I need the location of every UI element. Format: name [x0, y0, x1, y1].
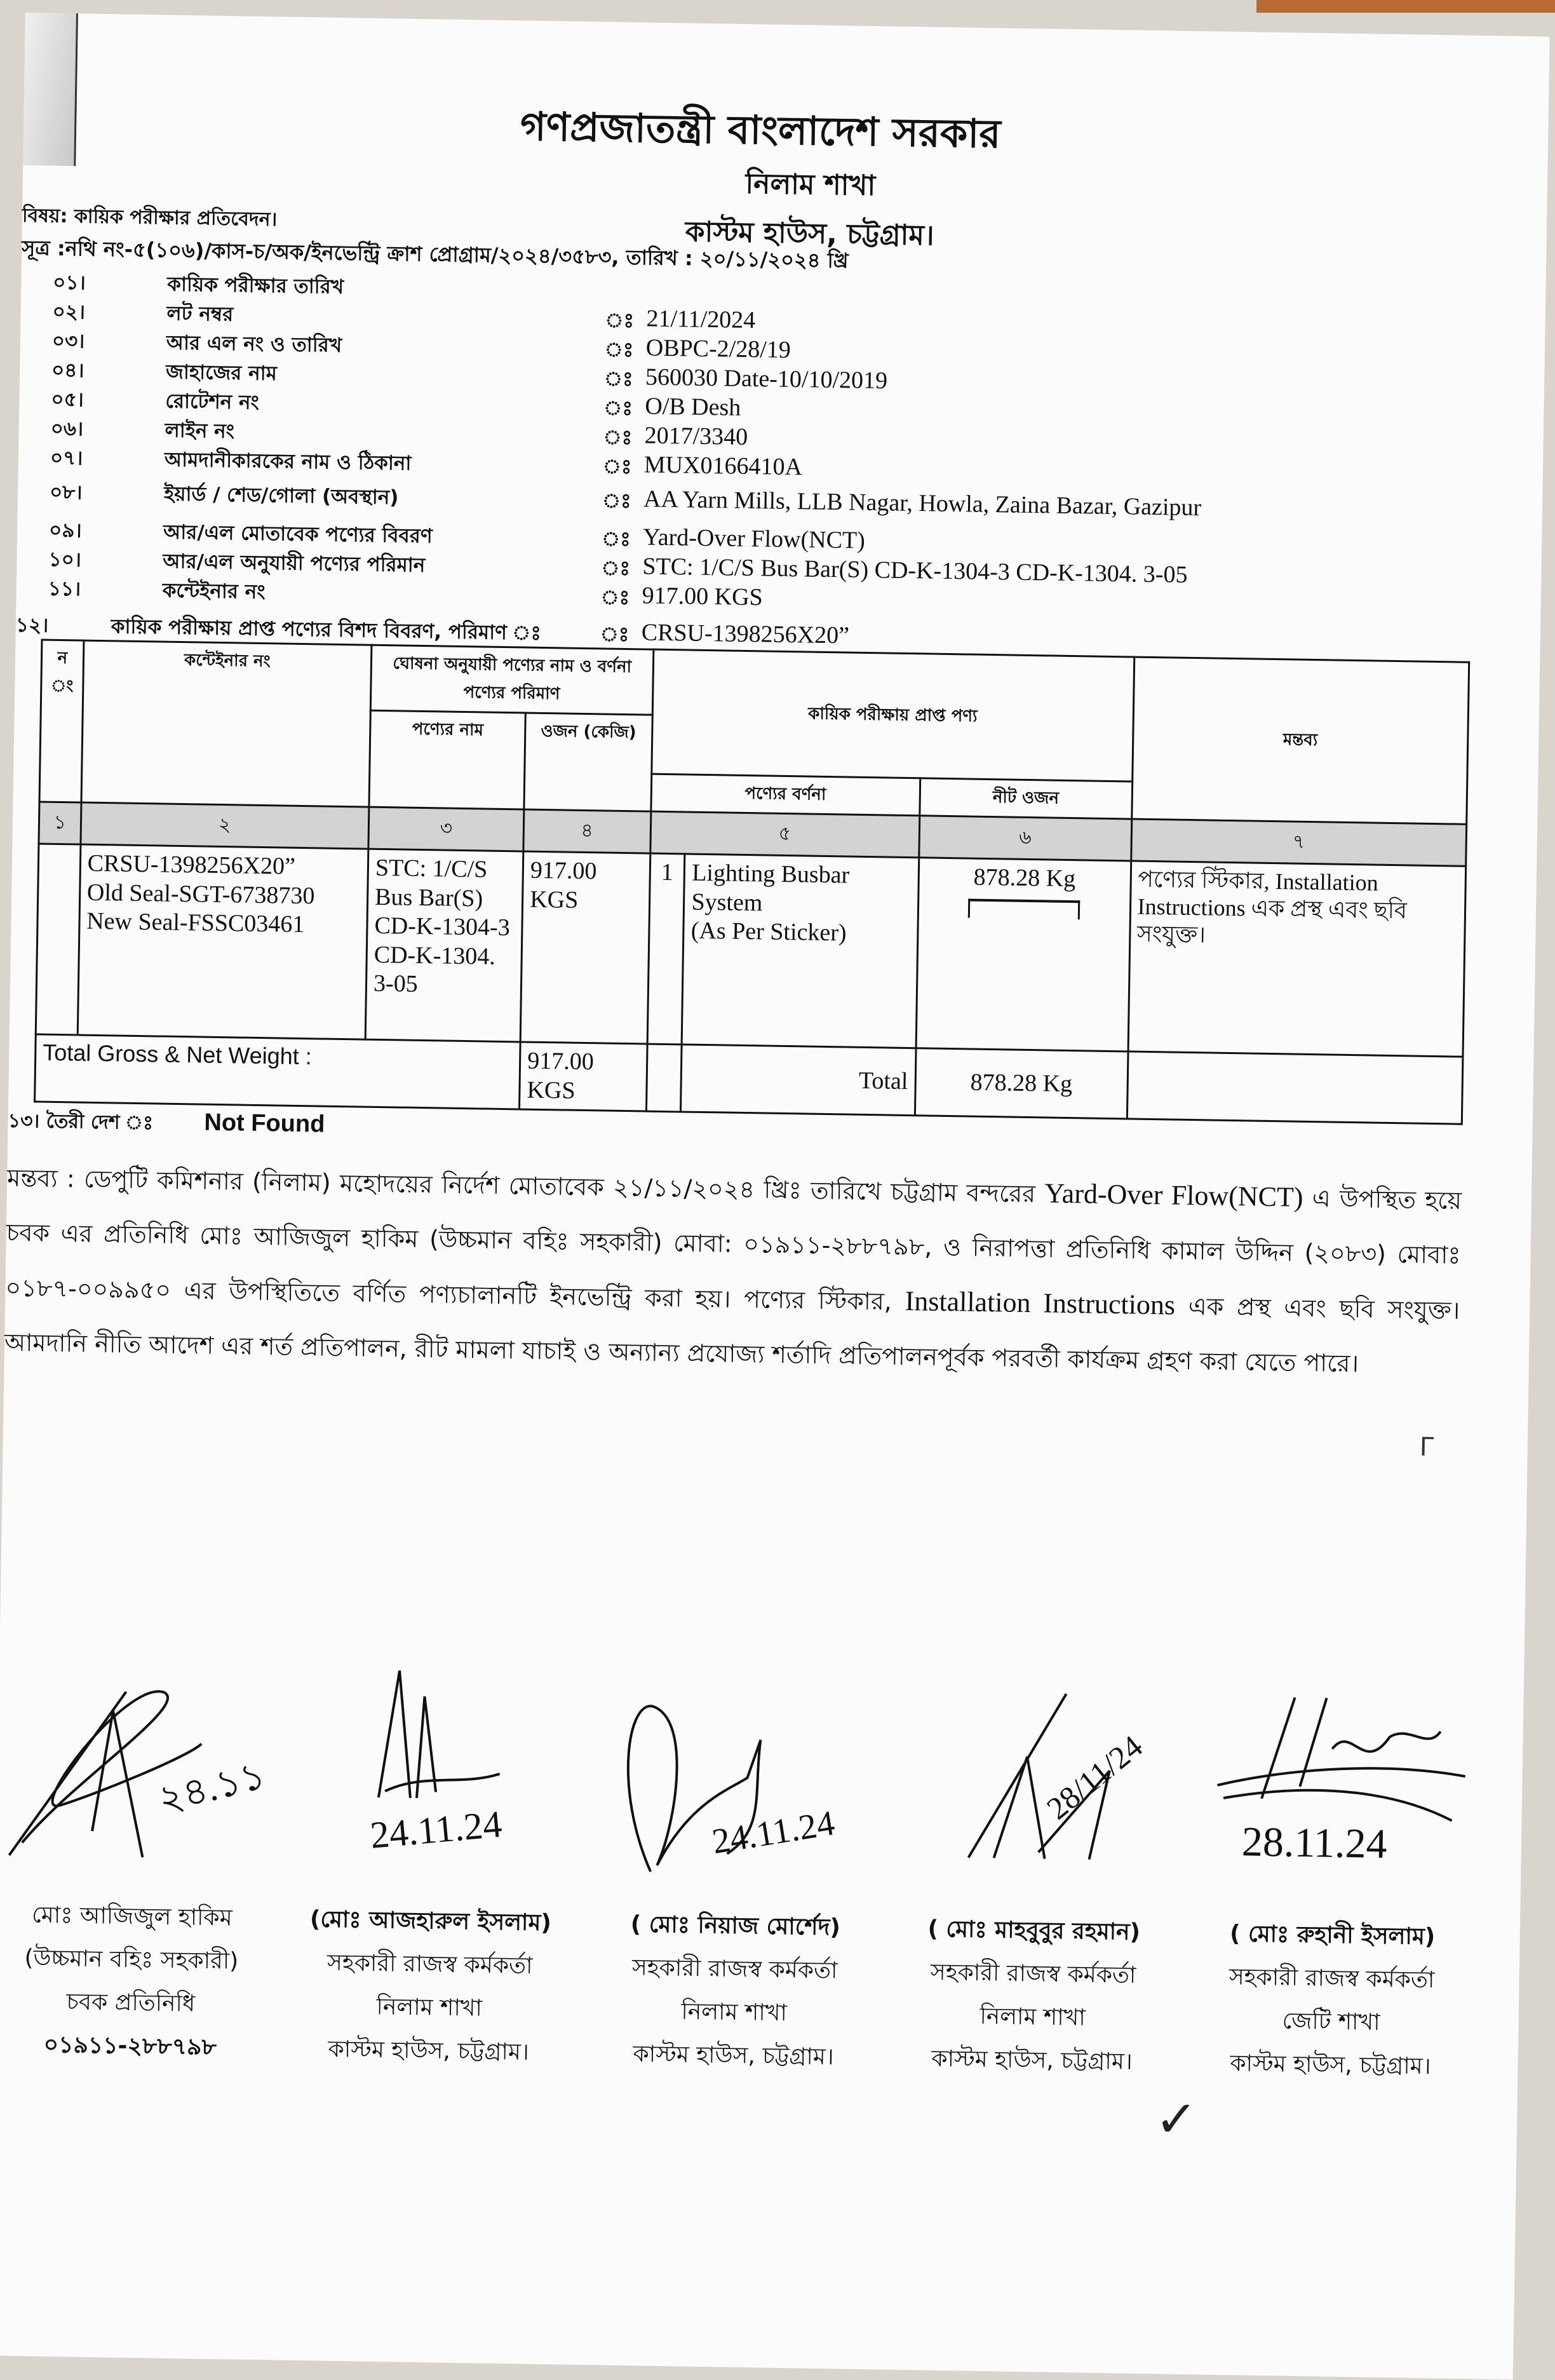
header-weight: ওজন (কেজি) [524, 713, 652, 811]
signatory-block [1194, 1912, 1469, 2089]
container-number: CRSU-1398256X20” [87, 849, 296, 880]
handwritten-bracket-mark [968, 898, 1080, 919]
field-number: ০৫। [51, 388, 84, 412]
total-remarks-empty [1127, 1051, 1463, 1124]
office-title: কাস্টম হাউস, চট্টগ্রাম। [685, 215, 934, 252]
column-number: ৩ [368, 807, 524, 851]
field-label: লাইন নং [165, 419, 235, 443]
field-value: 2017/3340 [644, 422, 748, 450]
signatory-department: জেটি শাখা [1282, 2008, 1380, 2036]
field-number: ০৩। [51, 329, 85, 353]
signature-date: 24.11.24 [709, 1803, 838, 1862]
field-number: ০১। [53, 271, 86, 295]
field-number: ০২। [52, 300, 86, 324]
field-label: কায়িক পরীক্ষার তারিখ [167, 273, 344, 299]
signatory-department: নিলাম শাখা [681, 1998, 788, 2027]
container-cell [77, 844, 368, 1039]
signatory-office: কাস্টম হাউস, চট্টগ্রাম। [1230, 2050, 1431, 2080]
table-row [36, 844, 1465, 1057]
signature-date: 24.11.24 [368, 1802, 504, 1856]
signature-2 [295, 1656, 571, 1877]
field-colon: ঃ [600, 586, 630, 610]
serial-cell [36, 844, 80, 1035]
signatory-office: কাস্টম হাউস, চট্টগ্রাম। [633, 2041, 835, 2071]
header-product-name: পণ্যের নাম [369, 710, 525, 809]
signatory-phone: ০১৯১১-২৮৮৭৯৮ [43, 2031, 217, 2061]
column-number: ৫ [650, 811, 919, 858]
header-net-weight: নীট ওজন [920, 778, 1133, 819]
column-number: ২ [81, 802, 369, 849]
table-surface [1256, 0, 1555, 13]
header-remarks: মন্তব্য [1131, 657, 1469, 824]
signatory-block [0, 1893, 269, 2071]
field-value: OBPC-2/28/19 [645, 334, 791, 363]
signature-3 [600, 1661, 876, 1882]
weight-cell: 917.00 KGS [520, 851, 650, 1044]
signatory-designation: সহকারী রাজস্ব কর্মকর্তা [1229, 1964, 1435, 1994]
field-colon: ঃ [600, 623, 629, 647]
field-label: কন্টেইনার নং [162, 579, 266, 604]
checkmark-icon: ✓ [1154, 2089, 1198, 2149]
total-empty-cell [646, 1044, 682, 1112]
field-colon: ঃ [603, 396, 633, 421]
field-value: MUX0166410A [643, 451, 803, 481]
description-line: (As Per Sticker) [690, 917, 847, 947]
header-container: কন্টেইনার নং [81, 640, 372, 807]
signatory-name: ( মোঃ রুহানী ইসলাম) [1229, 1921, 1436, 1951]
section-title: নিলাম শাখা [745, 167, 876, 203]
header-declared [370, 645, 653, 715]
field-colon: ঃ [601, 527, 631, 551]
handwritten-mark: ᒥ [1419, 1432, 1434, 1463]
field-value: 917.00 KGS [642, 582, 764, 611]
field-label: লট নম্বর [166, 302, 234, 327]
country-of-origin [8, 1105, 325, 1143]
signatory-name: ( মোঃ মাহবুবুর রহমান) [927, 1916, 1141, 1945]
remarks-location: Yard-Over Flow(NCT) [1044, 1177, 1303, 1213]
remarks-attachment: Installation Instructions [905, 1285, 1176, 1321]
signatory-name: (মোঃ আজহারুল ইসলাম) [309, 1906, 552, 1937]
government-title: গণপ্রজাতন্ত্রী বাংলাদেশ সরকার [520, 103, 1001, 158]
item-number-cell: 1 [647, 853, 685, 1045]
field-colon: ঃ [602, 455, 632, 479]
field-value: O/B Desh [645, 393, 741, 421]
header-description: পণ্যের বর্ণনা [650, 774, 920, 816]
header-found: কায়িক পরীক্ষায় প্রাপ্ত পণ্য [651, 649, 1134, 781]
signatory-block [292, 1898, 567, 2075]
origin-value: Not Found [204, 1109, 325, 1138]
signatory-department: চবক প্রতিনিধি [66, 1989, 196, 2017]
header-declared-label: ঘোষনা অনুযায়ী পণ্যের নাম ও বর্ণনা [393, 654, 632, 677]
signatory-name: ( মোঃ নিয়াজ মোর্শেদ) [630, 1911, 841, 1941]
field-colon: ঃ [604, 338, 634, 362]
signature-1 [0, 1652, 273, 1872]
field-label: আর এল নং ও তারিখ [166, 331, 342, 357]
subject-line: বিষয়: কায়িক পরীক্ষার প্রতিবেদন। [22, 204, 278, 231]
remarks-text: এক প্রস্থ এবং ছবি সংযুক্ত। আমদানি নীতি আদেশ এর শর্ত প্রতিপালন, রীট মামলা যাচাই ও অন্যান্য প্রযোজ্য শর্তাদি প্রতিপালনপূর্বক পরবর্তী কার্যক্রম গ্রহণ করা যেতে পারে। [4, 1292, 1460, 1378]
reference-line: সূত্র :নথি নং-৫(১০৬)/কাস-চ/অক/ইনভেন্ট্রি ক্রাশ প্রোগ্রাম/২০২৪/৩৫৮৩, তারিখ : ২০/১১/২০২৪ খ্রি [21, 235, 849, 273]
field-colon: ঃ [603, 426, 633, 450]
signatory-designation: সহকারী রাজস্ব কর্মকর্তা [631, 1954, 838, 1984]
field-number: ১০। [48, 548, 82, 572]
field-label: ইয়ার্ড / শেড/গোলা (অবস্থান) [163, 482, 399, 510]
description-cell [682, 854, 919, 1048]
remarks-text: এ উপস্থিত হয়ে চবক এর প্রতিনিধি মোঃ আজিজুল হাকিম (উচ্চমান বহিঃ সহকারী) মোবা: ০১৯১১-২৮৮৭৯৮, ও নিরাপত্তা প্রতিনিধি কামাল উদ্দিন (২০৮৩) মোবাঃ ০১৮৭-০০৯৯৫০ এর উপস্থিতিতে বর্ণিত পণ্যচালানটি ইনভেন্ট্রি করা হয়। পণ্যের স্টিকার, [5, 1184, 1462, 1316]
header-declared-qty: পণ্যের পরিমাণ [463, 682, 560, 704]
signatory-designation: (উচ্চমান বহিঃ সহকারী) [24, 1945, 239, 1975]
field-colon: ঃ [601, 557, 631, 581]
field-number: ১১। [48, 577, 81, 601]
field-label: আর/এল অনুযায়ী পণ্যের পরিমান [163, 550, 426, 577]
header-serial: ন ং [39, 640, 84, 802]
field-number: ০৬। [50, 417, 84, 441]
field-number: ১২। [15, 613, 49, 637]
field-number: ০৯। [48, 518, 82, 543]
field-colon: ঃ [603, 367, 633, 391]
signature-date: ২৪.১১ [154, 1754, 270, 1822]
new-seal: New Seal-FSSC03461 [86, 907, 305, 938]
old-seal: Old Seal-SGT-6738730 [86, 879, 315, 909]
remarks-paragraph [4, 1150, 1462, 1393]
column-number: ৪ [523, 809, 650, 853]
net-weight-cell [916, 858, 1131, 1051]
field-value: STC: 1/C/S Bus Bar(S) CD-K-1304-3 CD-K-1304. 3-05 [642, 553, 1188, 588]
total-word: Total [681, 1045, 916, 1116]
field-colon: ঃ [605, 309, 635, 333]
inspection-table [34, 639, 1470, 1125]
field-label: জাহাজের নাম [165, 360, 278, 386]
field-label: কায়িক পরীক্ষায় প্রাপ্ত পণ্যের বিশদ বিবরণ, পরিমাণ ঃ [111, 615, 542, 645]
signatory-office: কাস্টম হাউস, চট্টগ্রাম। [931, 2045, 1133, 2075]
net-weight-value: 878.28 Kg [973, 863, 1076, 893]
field-value: Yard-Over Flow(NCT) [642, 524, 866, 554]
product-name-cell: STC: 1/C/S Bus Bar(S) CD-K-1304-3 CD-K-1304. 3-05 [365, 849, 523, 1042]
origin-label: ১৩। তৈরী দেশ ঃ [8, 1109, 154, 1135]
signature-5 [1197, 1670, 1473, 1891]
signatory-designation: সহকারী রাজস্ব কর্মকর্তা [930, 1959, 1136, 1989]
field-value: 560030 Date-10/10/2019 [645, 363, 888, 395]
total-gross-weight: 917.00 KGS [520, 1042, 647, 1111]
total-label: Total Gross & Net Weight : [35, 1034, 521, 1109]
field-label: আর/এল মোতাবেক পণ্যের বিবরণ [163, 520, 433, 548]
signature-date: 28.11.24 [1241, 1818, 1388, 1868]
field-colon: ঃ [602, 489, 631, 513]
column-number: ৭ [1131, 819, 1466, 866]
signatory-block [895, 1907, 1171, 2085]
signatory-department: নিলাম শাখা [376, 1994, 483, 2022]
field-number: ০৮। [49, 480, 83, 504]
description-line: Lighting Busbar System [691, 859, 850, 916]
signature-date: 28/11/24 [1040, 1728, 1149, 1827]
field-label: রোটেশন নং [165, 389, 260, 414]
signatory-designation: সহকারী রাজস্ব কর্মকর্তা [326, 1949, 533, 1979]
signatory-block [596, 1903, 872, 2080]
document-page [0, 13, 1550, 2379]
signatory-department: নিলাম শাখা [979, 2003, 1086, 2031]
total-net-weight: 878.28 Kg [915, 1048, 1128, 1119]
column-number: ১ [39, 802, 81, 844]
signature-4 [898, 1666, 1175, 1886]
field-number: ০৭। [50, 446, 83, 470]
field-label: আমদানীকারকের নাম ও ঠিকানা [164, 448, 412, 475]
signatory-name: মোঃ আজিজুল হাকিম [31, 1902, 232, 1931]
field-value: 21/11/2024 [646, 305, 756, 334]
column-number: ৬ [919, 816, 1131, 861]
remarks-text: মন্তব্য : ডেপুটি কমিশনার (নিলাম) মহোদয়ের নির্দেশ মোতাবেক ২১/১১/২০২৪ খ্রিঃ তারিখে চট্টগ্রাম বন্দরের [6, 1163, 1045, 1208]
field-value: CRSU-1398256X20” [641, 619, 850, 649]
signatory-office: কাস্টম হাউস, চট্টগ্রাম। [328, 2036, 530, 2066]
remarks-cell: পণ্যের স্টিকার, Installation Instructions এক প্রস্থ এবং ছবি সংযুক্ত। [1128, 861, 1466, 1057]
field-value: AA Yarn Mills, LLB Nagar, Howla, Zaina Bazar, Gazipur [643, 485, 1202, 522]
field-number: ০৪। [51, 358, 84, 382]
